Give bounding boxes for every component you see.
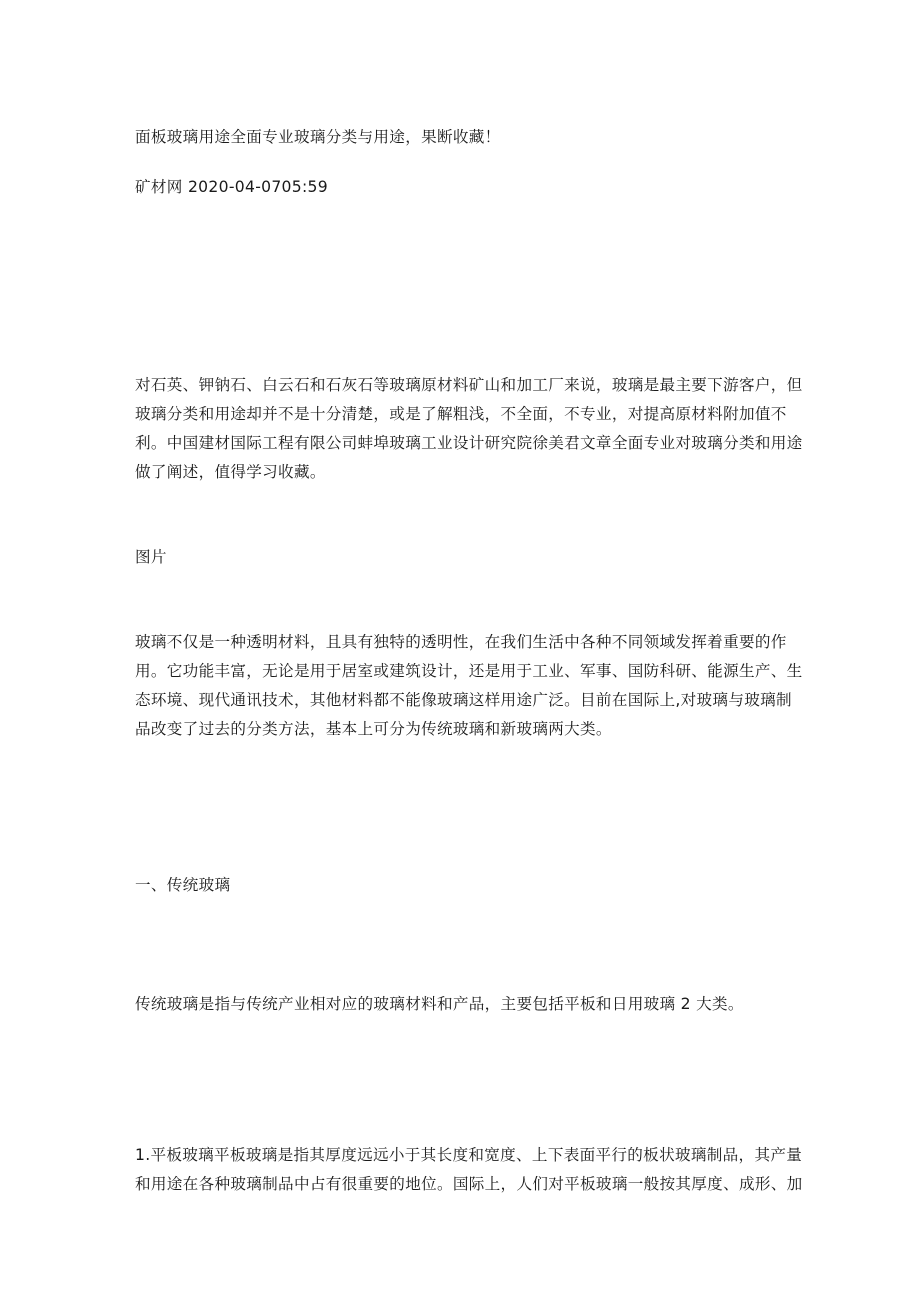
image-placeholder-label: 图片 xyxy=(135,548,167,566)
article-title: 面板玻璃用途全面专业玻璃分类与用途，果断收藏！ xyxy=(135,128,501,146)
section-heading: 一、传统玻璃 xyxy=(135,876,231,894)
article-meta: 矿材网 2020-04-0705:59 xyxy=(135,178,328,196)
text-line: 利。中国建材国际工程有限公司蚌埠玻璃工业设计研究院徐美君文章全面专业对玻璃分类和用途 xyxy=(135,434,803,452)
text-line: 和用途在各种玻璃制品中占有很重要的地位。国际上，人们对平板玻璃一般按其厚度、成形、加 xyxy=(135,1175,803,1193)
text-line: 品改变了过去的分类方法，基本上可分为传统玻璃和新玻璃两大类。 xyxy=(135,720,612,738)
text-line: 态环境、现代通讯技术，其他材料都不能像玻璃这样用途广泛。目前在国际上,对玻璃与玻璃制 xyxy=(135,691,792,709)
traditional-glass-paragraph: 传统玻璃是指与传统产业相对应的玻璃材料和产品，主要包括平板和日用玻璃 2 大类。 xyxy=(135,995,744,1013)
text-line: 做了阐述，值得学习收藏。 xyxy=(135,463,326,481)
text-line: 对石英、钾钠石、白云石和石灰石等玻璃原材料矿山和加工厂来说，玻璃是最主要下游客户，但 xyxy=(135,376,803,394)
text-line: 1.平板玻璃平板玻璃是指其厚度远远小于其长度和宽度、上下表面平行的板状玻璃制品，其产量 xyxy=(135,1146,803,1164)
text-line: 玻璃不仅是一种透明材料，且具有独特的透明性，在我们生活中各种不同领域发挥着重要的作 xyxy=(135,633,787,651)
text-line: 用。它功能丰富，无论是用于居室或建筑设计，还是用于工业、军事、国防科研、能源生产、生 xyxy=(135,662,803,680)
text-line: 玻璃分类和用途却并不是十分清楚，或是了解粗浅，不全面，不专业，对提高原材料附加值不 xyxy=(135,405,787,423)
